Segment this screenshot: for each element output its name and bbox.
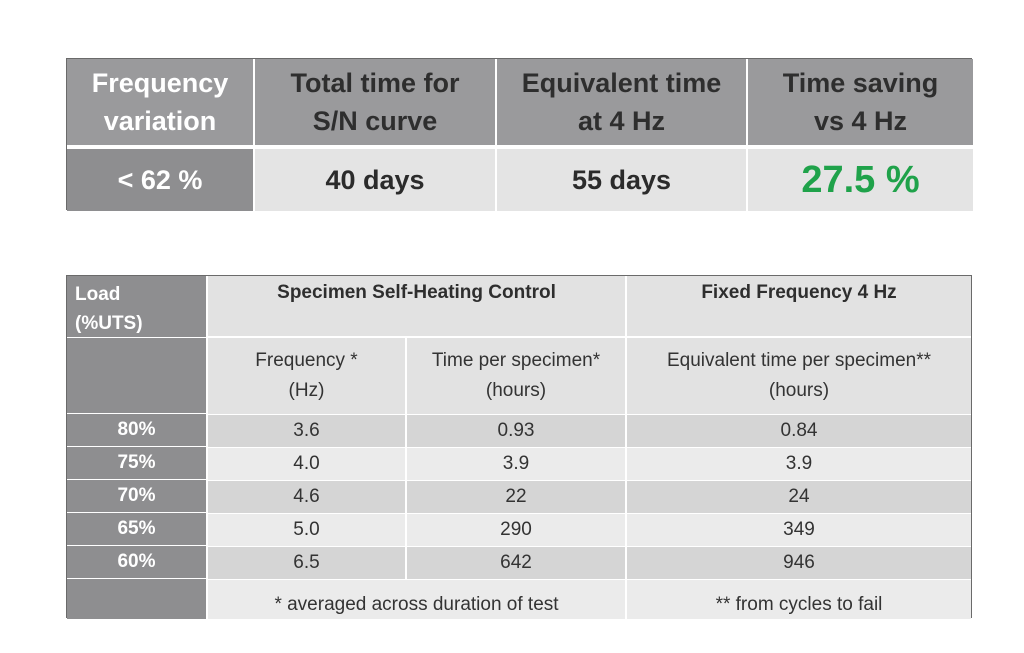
row-frequency: 4.0 — [206, 447, 405, 480]
subheader-equivalent-time: Equivalent time per specimen** (hours) — [625, 338, 971, 414]
row-load: 80% — [67, 414, 206, 447]
row-time: 642 — [405, 546, 625, 579]
row-equivalent: 3.9 — [625, 447, 971, 480]
header-equivalent-time: Equivalent time at 4 Hz — [495, 59, 746, 145]
value-equivalent-time: 55 days — [495, 149, 746, 211]
row-time: 22 — [405, 480, 625, 513]
row-equivalent: 349 — [625, 513, 971, 546]
row-load: 75% — [67, 447, 206, 480]
value-time-saving: 27.5 % — [746, 149, 973, 211]
summary-table — [66, 58, 972, 210]
footnote-label-blank — [67, 579, 206, 619]
load-header-blank — [67, 338, 206, 414]
row-load: 70% — [67, 480, 206, 513]
row-time: 3.9 — [405, 447, 625, 480]
row-equivalent: 0.84 — [625, 414, 971, 447]
footnote-cycles: ** from cycles to fail — [625, 579, 971, 619]
header-time-saving: Time saving vs 4 Hz — [746, 59, 973, 145]
row-load: 65% — [67, 513, 206, 546]
load-header: Load (%UTS) — [67, 276, 206, 338]
footnote-averaged: * averaged across duration of test — [206, 579, 625, 619]
row-time: 0.93 — [405, 414, 625, 447]
row-frequency: 6.5 — [206, 546, 405, 579]
row-frequency: 5.0 — [206, 513, 405, 546]
subheader-frequency: Frequency * (Hz) — [206, 338, 405, 414]
value-total-time: 40 days — [253, 149, 495, 211]
row-equivalent: 946 — [625, 546, 971, 579]
value-frequency-variation: < 62 % — [67, 149, 253, 211]
subheader-time-per-specimen: Time per specimen* (hours) — [405, 338, 625, 414]
detail-table — [66, 275, 972, 618]
row-time: 290 — [405, 513, 625, 546]
row-frequency: 3.6 — [206, 414, 405, 447]
header-frequency-variation: Frequency variation — [67, 59, 253, 145]
row-load: 60% — [67, 546, 206, 579]
group-self-heating-header: Specimen Self-Heating Control — [206, 276, 625, 338]
row-equivalent: 24 — [625, 480, 971, 513]
group-fixed-frequency-header: Fixed Frequency 4 Hz — [625, 276, 971, 338]
row-frequency: 4.6 — [206, 480, 405, 513]
header-total-time: Total time for S/N curve — [253, 59, 495, 145]
